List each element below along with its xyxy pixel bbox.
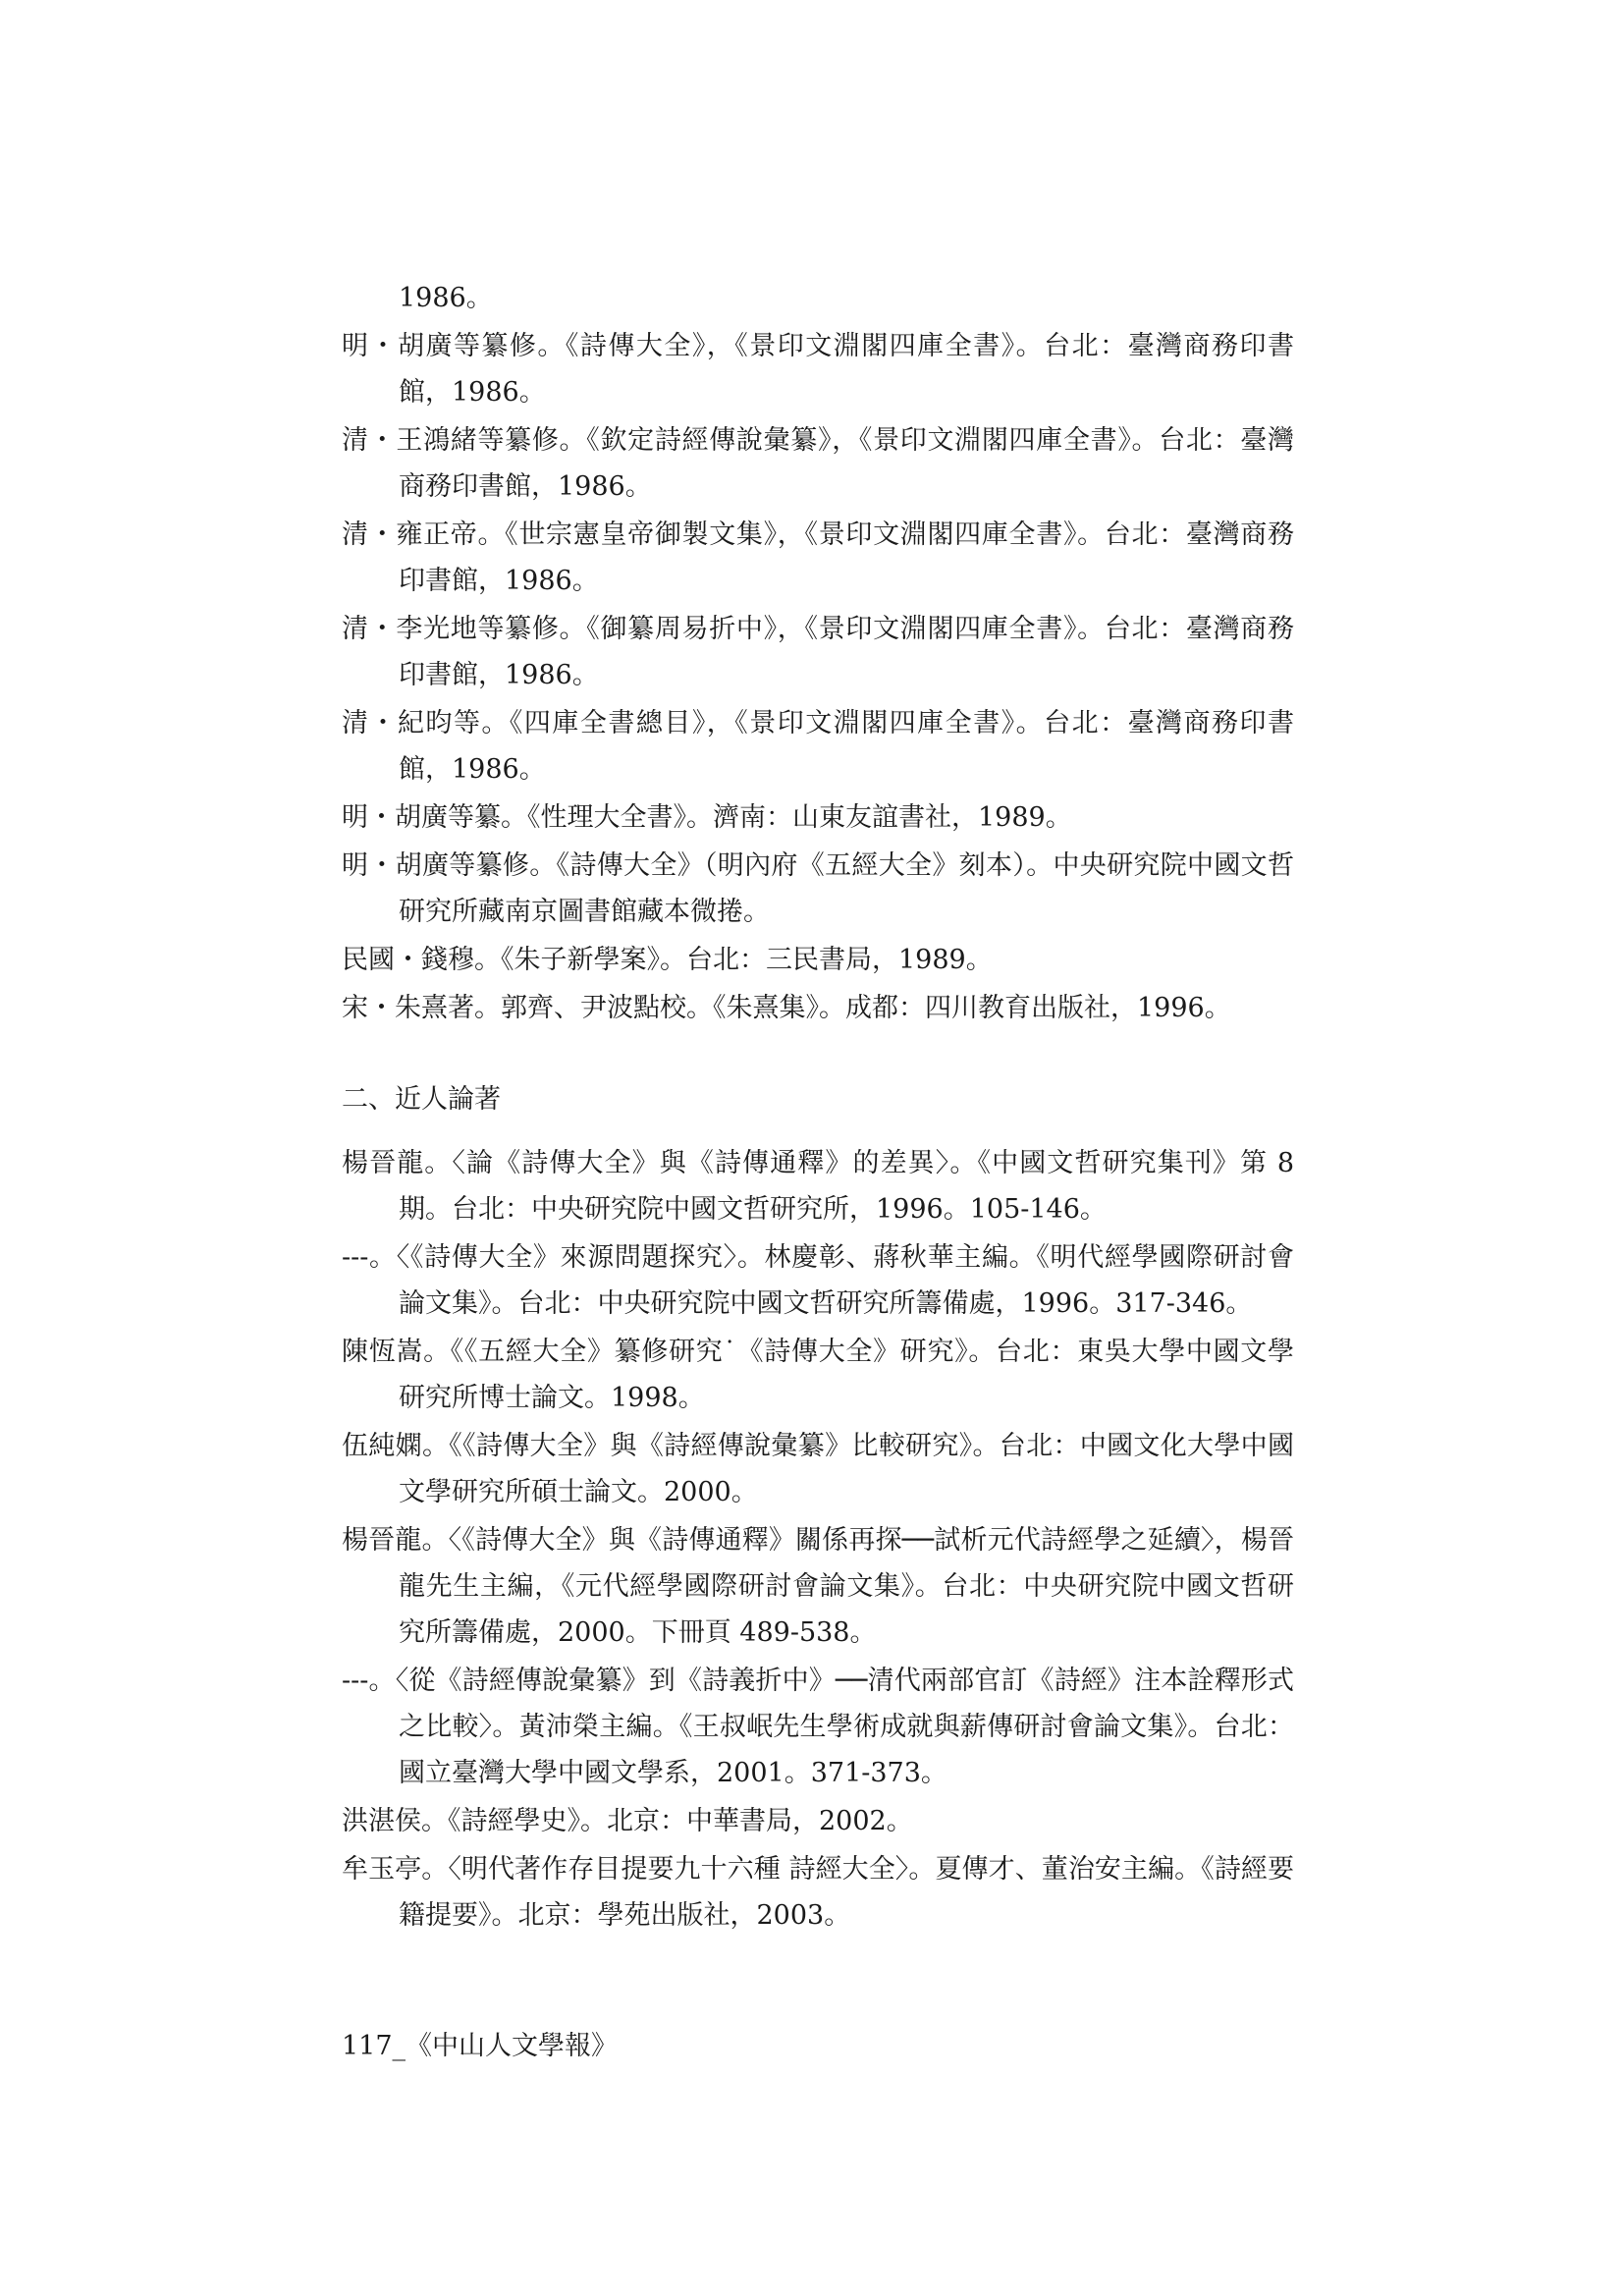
reference-entry: 清・李光地等纂修。《御纂周易折中》，《景印文淵閣四庫全書》。台北：臺灣商務印書館，1986。 xyxy=(342,614,1294,690)
reference-entry: 清・紀昀等。《四庫全書總目》，《景印文淵閣四庫全書》。台北：臺灣商務印書館，1986。 xyxy=(342,708,1294,785)
reference-entry: 明・胡廣等纂修。《詩傳大全》，《景印文淵閣四庫全書》。台北：臺灣商務印書館，1986。 xyxy=(342,331,1294,408)
reference-entry: 明・胡廣等纂修。《詩傳大全》（明內府《五經大全》刻本）。中央研究院中國文哲研究所藏南京圖書館藏本微捲。 xyxy=(342,850,1294,927)
reference-entry: 楊晉龍。〈論《詩傳大全》與《詩傳通釋》的差異〉。《中國文哲研究集刊》第 8 期。台北：中央研究院中國文哲研究所，1996。105-146。 xyxy=(342,1148,1294,1225)
reference-entry: 1986。 xyxy=(399,283,493,313)
reference-entry: 民國・錢穆。《朱子新學案》。台北：三民書局，1989。 xyxy=(342,945,993,975)
reference-entry: 清・王鴻緒等纂修。《欽定詩經傳說彙纂》，《景印文淵閣四庫全書》。台北：臺灣商務印書館，1986。 xyxy=(342,425,1294,502)
reference-entry: 牟玉亭。〈明代著作存目提要九十六種 詩經大全〉。夏傳才、董治安主編。《詩經要籍提要》。北京：學苑出版社，2003。 xyxy=(342,1854,1294,1931)
classical-sources-list xyxy=(342,275,1294,1031)
reference-entry: 清・雍正帝。《世宗憲皇帝御製文集》，《景印文淵閣四庫全書》。台北：臺灣商務印書館，1986。 xyxy=(342,519,1294,596)
reference-entry: 宋・朱熹著。郭齊、尹波點校。《朱熹集》。成都：四川教育出版社，1996。 xyxy=(342,993,1231,1023)
bibliography-page xyxy=(342,275,1294,1941)
page-footer: 117_《中山人文學報》 xyxy=(342,2031,619,2061)
reference-entry: ---。〈《詩傳大全》來源問題探究〉。林慶彰、蔣秋華主編。《明代經學國際研討會論文集》。台北：中央研究院中國文哲研究所籌備處，1996。317-346。 xyxy=(342,1242,1294,1319)
reference-entry: ---。〈從《詩經傳說彙纂》到《詩義折中》──清代兩部官訂《詩經》注本詮釋形式之比較〉。黃沛榮主編。《王叔岷先生學術成就與薪傳研討會論文集》。台北：國立臺灣大學中國文學系，2001。371-373。 xyxy=(342,1666,1294,1788)
reference-entry: 洪湛侯。《詩經學史》。北京：中華書局，2002。 xyxy=(342,1806,913,1836)
reference-entry: 楊晉龍。〈《詩傳大全》與《詩傳通釋》關係再探──試析元代詩經學之延續〉，楊晉龍先生主編，《元代經學國際研討會論文集》。台北：中央研究院中國文哲研究所籌備處，2000。下冊頁 489-538。 xyxy=(342,1525,1294,1648)
modern-works-list xyxy=(342,1140,1294,1939)
reference-entry: 伍純嫻。《《詩傳大全》與《詩經傳說彙纂》比較研究》。台北：中國文化大學中國文學研究所碩士論文。2000。 xyxy=(342,1431,1294,1507)
section-heading: 二、近人論著 xyxy=(342,1084,501,1115)
reference-entry: 陳恆嵩。《《五經大全》纂修研究˙《詩傳大全》研究》。台北：東吳大學中國文學研究所博士論文。1998。 xyxy=(342,1337,1294,1413)
reference-entry: 明・胡廣等纂。《性理大全書》。濟南：山東友誼書社，1989。 xyxy=(342,802,1072,833)
